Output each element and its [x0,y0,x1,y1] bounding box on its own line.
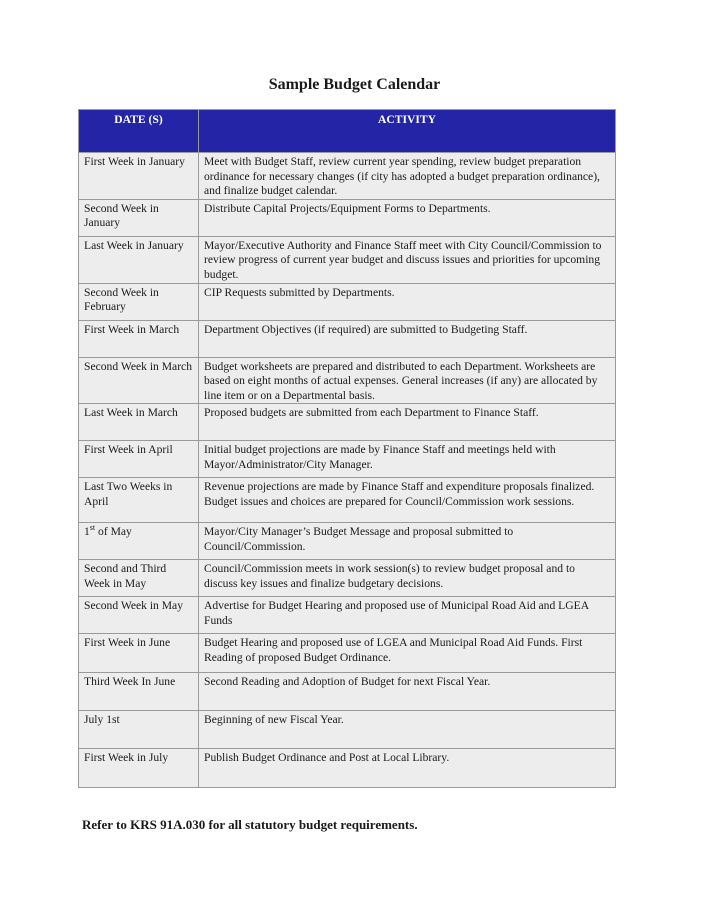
table-row [79,320,616,357]
row-date [79,523,199,560]
row-date: Second and Third Week in May [79,560,199,597]
row-date: Last Week in January [79,236,199,283]
table-row [79,236,616,283]
row-activity: Initial budget projections are made by Finance Staff and meetings held with Mayor/Administrator/City Manager. [199,441,616,478]
table-row [79,560,616,597]
row-activity: Budget Hearing and proposed use of LGEA and Municipal Road Aid Funds. First Reading of proposed Budget Ordinance. [199,634,616,673]
row-date: First Week in March [79,320,199,357]
table-row [79,199,616,236]
date-column-header: DATE (S) [79,110,199,153]
row-date: Last Week in March [79,404,199,441]
budget-calendar-table [78,109,616,788]
row-activity: Department Objectives (if required) are submitted to Budgeting Staff. [199,320,616,357]
table-row [79,523,616,560]
row-date-rest: of May [95,525,132,539]
row-date: First Week in January [79,153,199,200]
row-date-number: 1 [84,525,90,539]
row-date: Third Week In June [79,673,199,711]
page-title: Sample Budget Calendar [268,76,441,93]
table-row [79,597,616,634]
row-date: Second Week in March [79,357,199,404]
table-row [79,711,616,749]
row-date: First Week in June [79,634,199,673]
row-activity: Proposed budgets are submitted from each Department to Finance Staff. [199,404,616,441]
statutory-reference-note: Refer to KRS 91A.030 for all statutory budget requirements. [82,817,418,832]
row-activity: Meet with Budget Staff, review current year spending, review budget preparation ordinance for necessary changes (if city has adopted a budget preparation ordinance), and finalize budget calendar. [199,153,616,200]
row-activity: Second Reading and Adoption of Budget for next Fiscal Year. [199,673,616,711]
table-row [79,441,616,478]
row-activity: Distribute Capital Projects/Equipment Forms to Departments. [199,199,616,236]
row-date: First Week in July [79,749,199,788]
row-date: First Week in April [79,441,199,478]
activity-column-header: ACTIVITY [199,110,616,153]
row-activity: CIP Requests submitted by Departments. [199,283,616,320]
table-header-row [79,110,616,153]
row-date-ordinal: st [89,523,96,533]
row-date: Second Week in January [79,199,199,236]
row-activity: Mayor/Executive Authority and Finance Staff meet with City Council/Commission to review progress of current year budget and discuss issues and priorities for upcoming budget. [199,236,616,283]
table-row [79,357,616,404]
table-row [79,153,616,200]
table-row [79,283,616,320]
row-activity: Advertise for Budget Hearing and proposed use of Municipal Road Aid and LGEA Funds [199,597,616,634]
table-row [79,634,616,673]
row-activity: Revenue projections are made by Finance Staff and expenditure proposals finalized. Budget issues and choices are prepared for Council/Commission work sessions. [199,478,616,523]
row-activity: Publish Budget Ordinance and Post at Local Library. [199,749,616,788]
table-row [79,749,616,788]
row-date: Second Week in May [79,597,199,634]
row-activity: Mayor/City Manager’s Budget Message and proposal submitted to Council/Commission. [199,523,616,560]
row-activity: Budget worksheets are prepared and distributed to each Department. Worksheets are based on eight months of actual expenses. General increases (if any) are allocated by line item or on a Departmental basis. [199,357,616,404]
row-activity: Council/Commission meets in work session(s) to review budget proposal and to discuss key issues and finalize budgetary decisions. [199,560,616,597]
row-date: Second Week in February [79,283,199,320]
row-activity: Beginning of new Fiscal Year. [199,711,616,749]
table-row [79,404,616,441]
table-row [79,478,616,523]
table-row [79,673,616,711]
row-date: July 1st [79,711,199,749]
row-date: Last Two Weeks in April [79,478,199,523]
